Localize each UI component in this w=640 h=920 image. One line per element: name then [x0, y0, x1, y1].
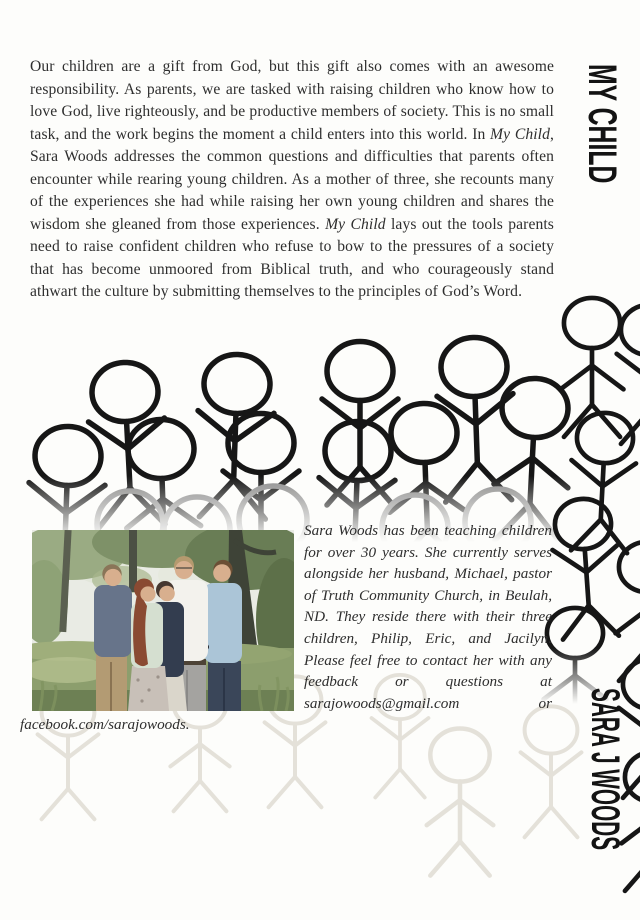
book-title-italic: My Child — [490, 125, 550, 143]
family-photo — [32, 530, 294, 711]
blurb-text: , Sara Woods addresses the common questions and difficulties that parents often encounter while rearing young children. As a mother of three, she recounts many of the experiences she had while raising her own young children and shares the wisdom she gleaned from those experiences. — [30, 125, 554, 233]
spine-title-book: MY CHILD — [580, 64, 624, 184]
bio-text: Sara Woods has been teaching children for over 30 years. She currently serves alongside her husband, Michael, pastor of Truth Community Church, in Beulah, ND. They reside there with their three children, Philip, Eric, and Jacilyn. Please feel free to contact her with any feedback or questions at — [304, 522, 552, 691]
person-1 — [94, 564, 132, 711]
book-blurb — [30, 56, 554, 304]
stick-figure — [549, 497, 623, 640]
spine-title-author: SARA J WOODS — [583, 688, 627, 851]
book-title-italic: My Child — [325, 215, 386, 233]
stick-figure — [194, 353, 276, 519]
contact-info: sarajowoods@gmail.com or facebook.com/sarajowoods. — [20, 694, 552, 734]
author-section — [20, 520, 552, 736]
blurb-text: Our children are a gift from God, but this gift also comes with an awesome responsibility. As parents, we are tasked with raising children who know how to love God, live righteously, and be productive members of society. This is no small task, and the work begins the moment a child enters into this world. In — [30, 58, 554, 143]
blurb-text: lays out the tools parents need to raise confident children who refuse to bow to the pressures of a society that has become unmoored from Biblical truth, and who courageously stand athwart the culture by submitting themselves to the principles of God’s Word. — [30, 215, 554, 300]
